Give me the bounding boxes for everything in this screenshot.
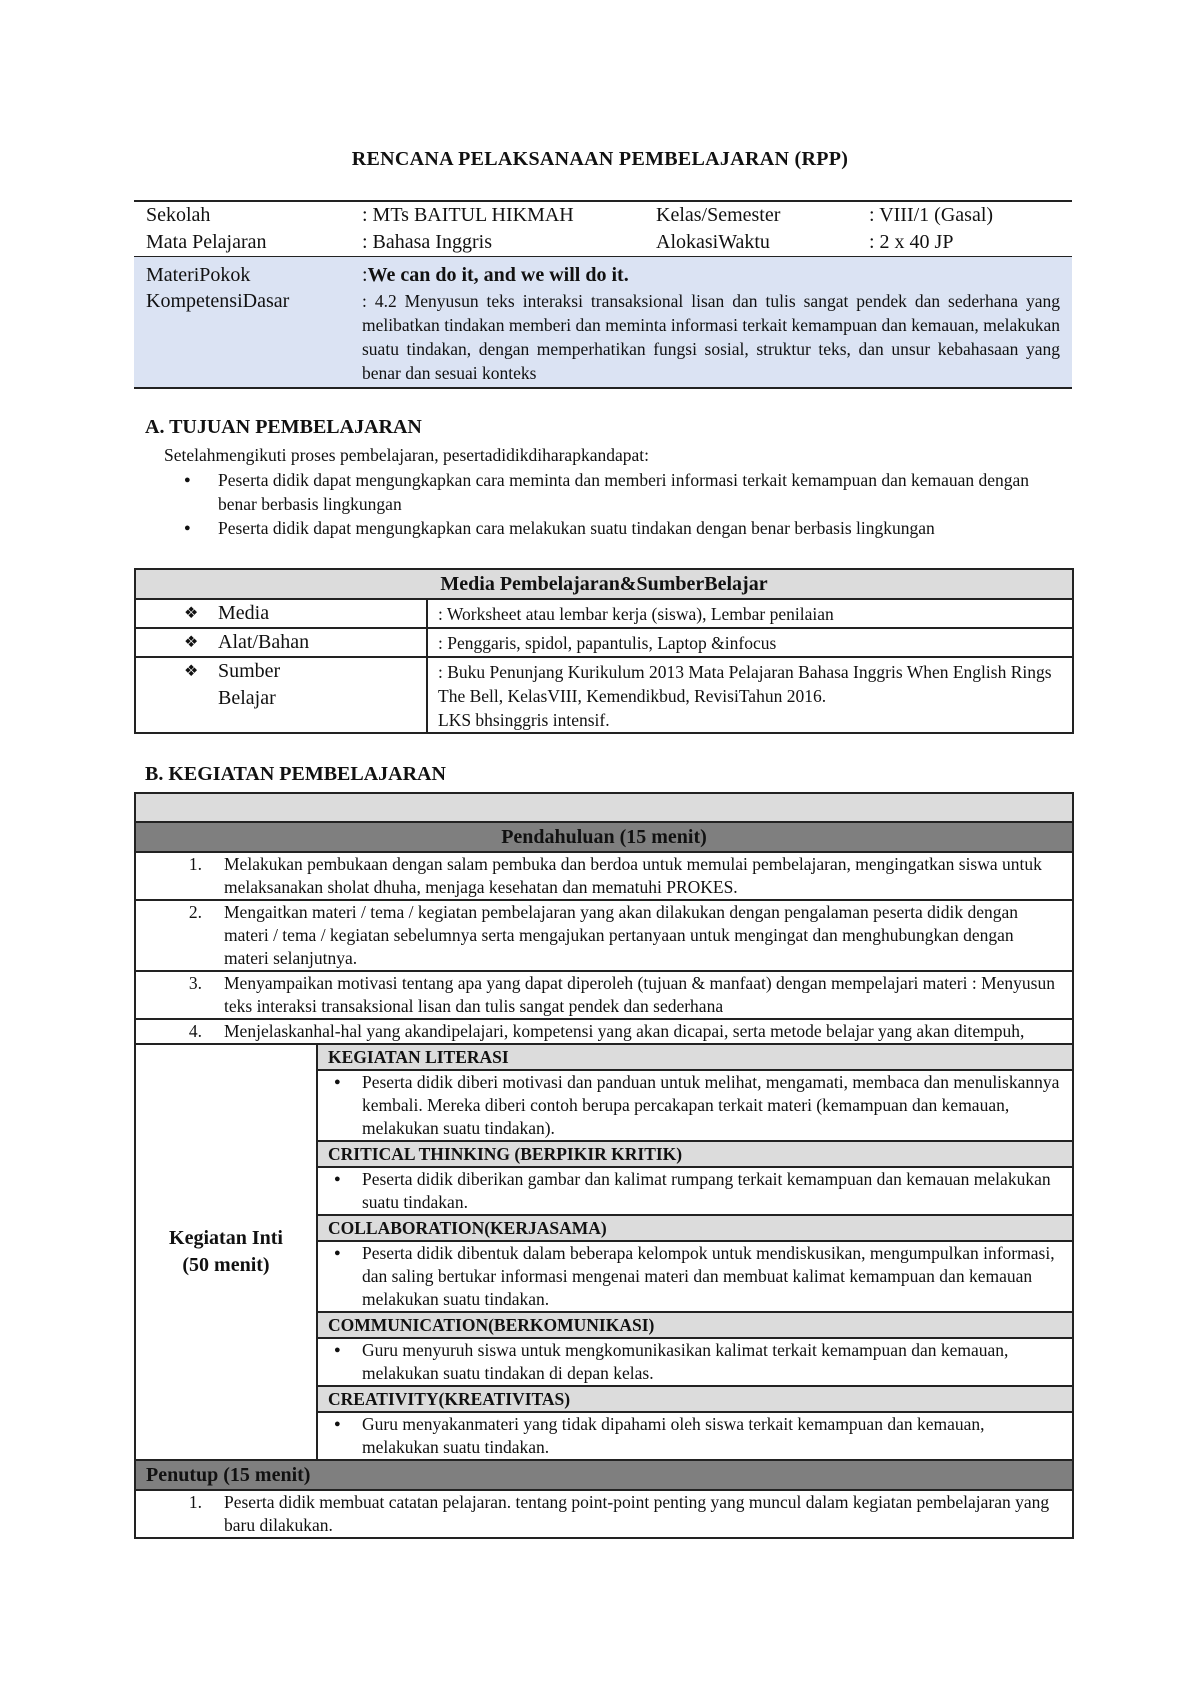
bullet-icon: ●: [334, 1173, 341, 1185]
objective-item: ● Peserta didik dapat mengungkapkan cara melakukan suatu tindakan dengan benar berbasis lingkungan: [180, 516, 1060, 540]
core-item: ● Peserta didik diberi motivasi dan panduan untuk melihat, mengamati, membaca dan menuliskannya kembali. Mereka diberi contoh berupa percakapan terkait materi (kemampuan dan kemauan, melakukan suatu tindakan).: [317, 1070, 1073, 1141]
bullet-icon: ●: [334, 1344, 341, 1356]
bullet-icon: ●: [334, 1418, 341, 1430]
core-item: ● Guru menyakanmateri yang tidak dipahami oleh siswa terkait kemampuan dan kemauan, melakukan suatu tindakan.: [317, 1412, 1073, 1460]
media-table: [134, 568, 1074, 734]
material-block: [134, 256, 1072, 387]
activity-table: [134, 792, 1074, 1539]
identity-row-1: [134, 202, 1072, 229]
objective-intro: Setelahmengikuti proses pembelajaran, pesertadidikdiharapkandapat:: [164, 445, 649, 465]
diamond-bullet-icon: ❖: [184, 605, 199, 622]
media-row-value: : Worksheet atau lembar kerja (siswa), Lembar penilaian: [427, 599, 1073, 628]
identity-row-2: [134, 229, 1072, 256]
identity-block: [134, 200, 1072, 389]
core-subheading: COMMUNICATION(BERKOMUNIKASI): [317, 1312, 1073, 1338]
core-item: ● Peserta didik diberikan gambar dan kalimat rumpang terkait kemampuan dan kemauan melakukan suatu tindakan.: [317, 1167, 1073, 1215]
activity-table-blank-row: [135, 793, 1073, 822]
core-subheading: KEGIATAN LITERASI: [317, 1044, 1073, 1070]
material-value: We can do it, and we will do it.: [367, 264, 629, 286]
diamond-bullet-icon: ❖: [184, 634, 199, 651]
opening-phase-title: Pendahuluan (15 menit): [135, 822, 1073, 852]
opening-step: 3. Menyampaikan motivasi tentang apa yang dapat diperoleh (tujuan & manfaat) dengan mempelajari materi : Menyusun teks interaksi transaksional lisan dan tulis sangat pendek dan sederhana: [135, 971, 1073, 1019]
source-main: : Buku Penunjang Kurikulum 2013 Mata Pelajaran Bahasa Inggris When English Rings The Bell, KelasVIII, Kemendikbud, RevisiTahun 2016.: [438, 662, 1052, 706]
core-item: ● Guru menyuruh siswa untuk mengkomunikasikan kalimat terkait kemampuan dan kemauan, melakukan suatu tindakan di depan kelas.: [317, 1338, 1073, 1386]
competency-label: KompetensiDasar: [146, 290, 290, 312]
core-subheading: CREATIVITY(KREATIVITAS): [317, 1386, 1073, 1412]
bullet-icon: ●: [334, 1076, 341, 1088]
opening-step: 1. Melakukan pembukaan dengan salam pembuka dan berdoa untuk memulai pembelajaran, mengingatkan siswa untuk melaksanakan sholat dhuha, menjaga kesehatan dan mematuhi PROKES.: [135, 852, 1073, 900]
source-row-value: [427, 657, 1073, 733]
source-row-label: ❖ Sumber Belajar: [135, 657, 427, 733]
core-item: ● Peserta didik dibentuk dalam beberapa kelompok untuk mendiskusikan, mengumpulkan informasi, dan saling bertukar informasi mengenai materi dan membuat kalimat kemampuan dan kemauan melakukan suatu tindakan.: [317, 1241, 1073, 1312]
objective-item: ● Peserta didik dapat mengungkapkan cara meminta dan memberi informasi terkait kemampuan dan kemauan dengan benar berbasis lingkungan: [180, 468, 1060, 516]
core-subheading: COLLABORATION(KERJASAMA): [317, 1215, 1073, 1241]
objective-list: [180, 468, 1060, 540]
section-a-heading: A. TUJUAN PEMBELAJARAN: [145, 416, 422, 438]
section-b-heading: B. KEGIATAN PEMBELAJARAN: [145, 763, 446, 785]
source-extra: LKS bhsinggris intensif.: [438, 710, 610, 730]
core-activity-label: Kegiatan Inti (50 menit): [135, 1044, 317, 1460]
competency-row: [146, 289, 1060, 385]
tools-row-label: ❖ Alat/Bahan: [135, 628, 427, 657]
class-label: Kelas/Semester: [656, 204, 781, 226]
material-colon: :: [362, 264, 368, 286]
class-value: : VIII/1 (Gasal): [869, 204, 994, 226]
closing-step: 1. Peserta didik membuat catatan pelajaran. tentang point-point penting yang muncul dalam kegiatan pembelajaran yang baru dilakukan.: [135, 1490, 1073, 1538]
opening-step: 4. Menjelaskanhal-hal yang akandipelajari, kompetensi yang akan dicapai, serta metode belajar yang akan ditempuh,: [135, 1019, 1073, 1044]
closing-phase-title: Penutup (15 menit): [135, 1460, 1073, 1490]
material-row: [146, 261, 1060, 289]
time-value: : 2 x 40 JP: [869, 231, 954, 253]
time-label: AlokasiWaktu: [656, 231, 770, 253]
subject-value: : Bahasa Inggris: [362, 231, 492, 253]
diamond-bullet-icon: ❖: [184, 663, 199, 680]
media-row: [135, 599, 1073, 628]
media-row-label: ❖ Media: [135, 599, 427, 628]
competency-value: : 4.2 Menyusun teks interaksi transaksional lisan dan tulis sangat pendek dan sederhana yang melibatkan tindakan memberi dan meminta informasi terkait kemampuan dan kemauan, melakukan suatu tindakan, dengan memperhatikan fungsi sosial, struktur teks, dan unsur kebahasaan yang benar dan sesuai konteks: [362, 291, 1060, 383]
core-subheading: CRITICAL THINKING (BERPIKIR KRITIK): [317, 1141, 1073, 1167]
subject-label: Mata Pelajaran: [146, 231, 267, 253]
media-table-heading: Media Pembelajaran&SumberBelajar: [135, 569, 1073, 599]
bullet-icon: ●: [334, 1247, 341, 1259]
opening-step: 2. Mengaitkan materi / tema / kegiatan pembelajaran yang akan dilakukan dengan pengalaman peserta didik dengan materi / tema / kegiatan sebelumnya serta mengajukan pertanyaan untuk mengingat dan menghubungkan dengan materi selanjutnya.: [135, 900, 1073, 971]
material-label: MateriPokok: [146, 264, 251, 286]
source-row: [135, 657, 1073, 733]
school-value: : MTs BAITUL HIKMAH: [362, 204, 574, 226]
tools-row: [135, 628, 1073, 657]
tools-row-value: : Penggaris, spidol, papantulis, Laptop &infocus: [427, 628, 1073, 657]
school-label: Sekolah: [146, 204, 211, 226]
document-title: RENCANA PELAKSANAAN PEMBELAJARAN (RPP): [351, 148, 849, 170]
